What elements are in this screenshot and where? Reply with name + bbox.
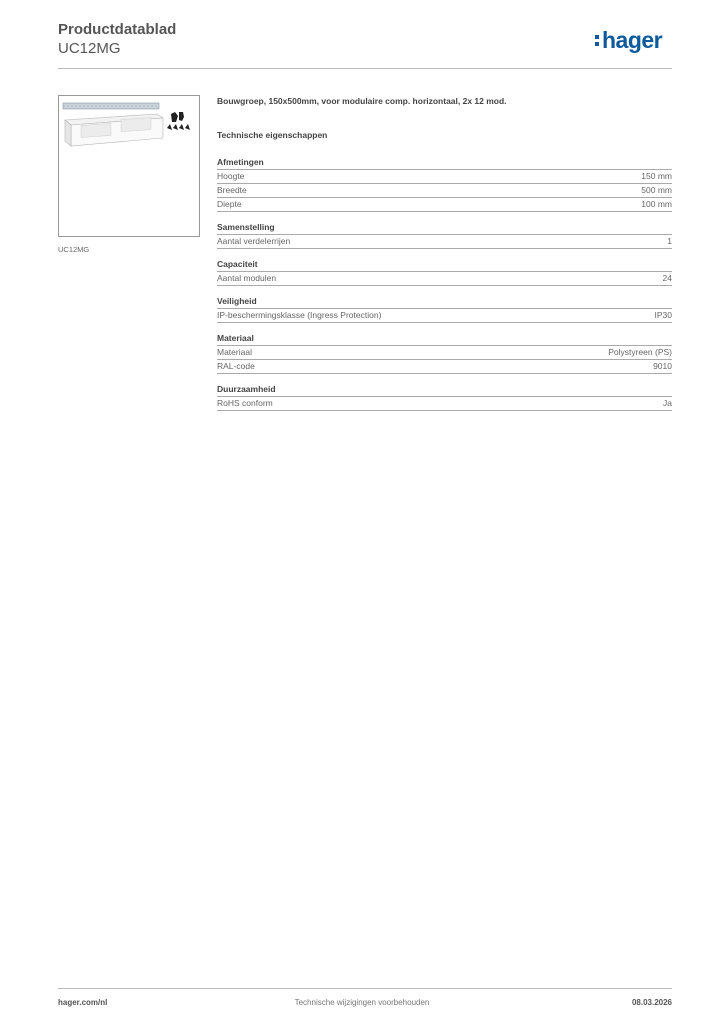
- footer-disclaimer: Technische wijzigingen voorbehouden: [294, 998, 430, 1007]
- image-caption: UC12MG: [58, 245, 90, 254]
- spec-value: Ja: [663, 398, 672, 408]
- spec-value: Polystyreen (PS): [608, 347, 672, 357]
- section-title: Duurzaamheid: [217, 383, 672, 397]
- footer-divider: [58, 988, 672, 989]
- spec-section: [217, 295, 672, 323]
- section-title: Samenstelling: [217, 221, 672, 235]
- spec-content: [217, 96, 672, 420]
- spec-row: [217, 184, 672, 198]
- spec-row: [217, 309, 672, 323]
- section-title: Capaciteit: [217, 258, 672, 272]
- spec-value: 1: [667, 236, 672, 246]
- header-divider: [58, 68, 672, 69]
- spec-value: 24: [662, 273, 672, 283]
- spec-section: [217, 156, 672, 212]
- spec-label: Materiaal: [217, 347, 252, 357]
- spec-section: [217, 383, 672, 411]
- logo-text: hager: [602, 27, 663, 53]
- logo-dots-icon: [595, 33, 600, 47]
- spec-row: [217, 198, 672, 212]
- spec-row: [217, 272, 672, 286]
- product-code: UC12MG: [58, 40, 121, 57]
- tech-heading: Technische eigenschappen: [217, 130, 328, 140]
- section-title: Afmetingen: [217, 156, 672, 170]
- spec-value: IP30: [654, 310, 672, 320]
- spec-sections: [217, 156, 672, 411]
- spec-value: 150 mm: [641, 171, 672, 181]
- hager-logo[interactable]: [595, 29, 662, 52]
- footer-website-link[interactable]: hager.com/nl: [58, 998, 108, 1007]
- spec-section: [217, 332, 672, 374]
- spec-row: [217, 397, 672, 411]
- spec-label: Breedte: [217, 185, 247, 195]
- product-description: Bouwgroep, 150x500mm, voor modulaire comp. horizontaal, 2x 12 mod.: [217, 96, 507, 106]
- spec-label: Aantal modulen: [217, 273, 277, 283]
- spec-label: RoHS conform: [217, 398, 273, 408]
- product-image: [58, 95, 200, 237]
- spec-label: Diepte: [217, 199, 242, 209]
- spec-label: Aantal verdelerrijen: [217, 236, 291, 246]
- spec-value: 9010: [653, 361, 672, 371]
- section-title: Veiligheid: [217, 295, 672, 309]
- distribution-box-image: [59, 96, 199, 236]
- page-title: Productdatablad: [58, 21, 177, 38]
- spec-section: [217, 258, 672, 286]
- spec-label: Hoogte: [217, 171, 245, 181]
- footer-date: 08.03.2026: [631, 998, 672, 1007]
- section-title: Materiaal: [217, 332, 672, 346]
- spec-value: 100 mm: [641, 199, 672, 209]
- spec-section: [217, 221, 672, 249]
- spec-row: [217, 170, 672, 184]
- spec-row: [217, 346, 672, 360]
- spec-row: [217, 360, 672, 374]
- spec-label: IP-beschermingsklasse (Ingress Protection): [217, 310, 382, 320]
- spec-row: [217, 235, 672, 249]
- spec-label: RAL-code: [217, 361, 255, 371]
- spec-value: 500 mm: [641, 185, 672, 195]
